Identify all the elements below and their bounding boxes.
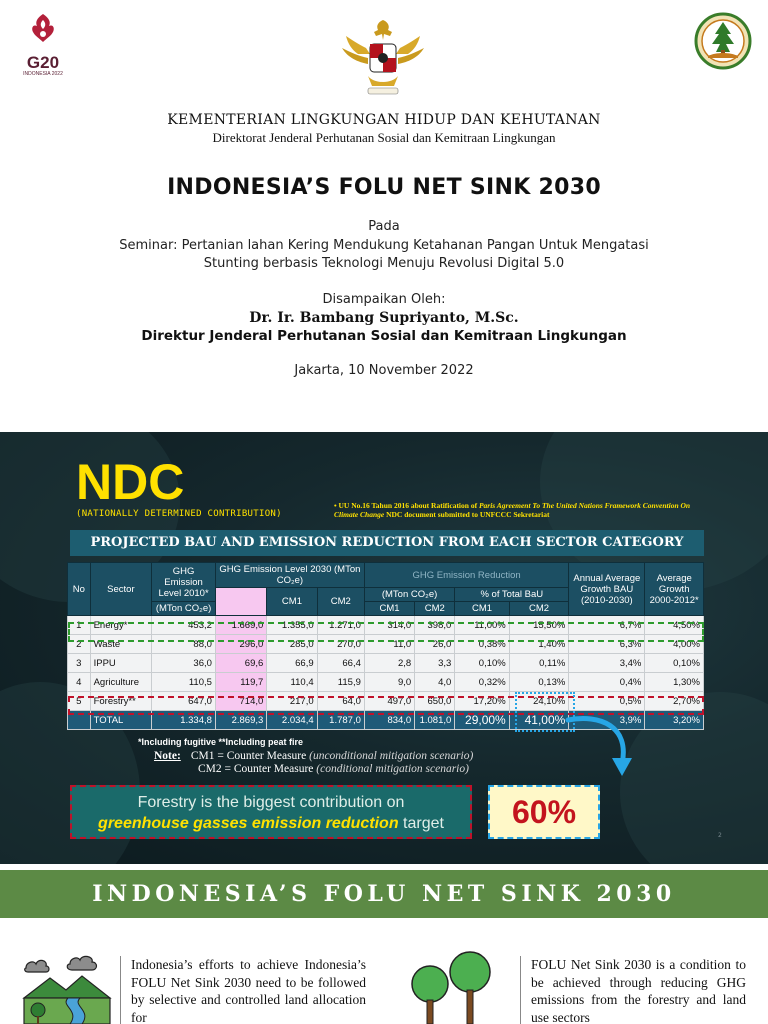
table-header-row bbox=[68, 563, 704, 588]
header-red-cm2: CM2 bbox=[415, 602, 455, 616]
seminar-line-1: Seminar: Pertanian lahan Kering Mendukung Ketahanan Pangan Untuk Mengatasi bbox=[119, 238, 649, 253]
cell-red-cm2: 398,0 bbox=[415, 616, 455, 635]
place-date: Jakarta, 10 November 2022 bbox=[294, 363, 474, 378]
cell-sector: Waste bbox=[90, 635, 152, 654]
cell-ghg2010: 647,0 bbox=[152, 692, 216, 711]
cm1-scenario: (unconditional mitigation scenario) bbox=[309, 750, 474, 762]
ndc-slide bbox=[0, 432, 768, 864]
cell-cm2: 1.271,0 bbox=[317, 616, 364, 635]
header-reduction-unit: (MTon CO₂e) bbox=[364, 588, 454, 602]
table-row bbox=[68, 673, 704, 692]
cell-no: 1 bbox=[68, 616, 91, 635]
cell-ghg2010: 36,0 bbox=[152, 654, 216, 673]
header-annual-growth: Annual Average Growth BAU (2010-2030) bbox=[569, 563, 645, 616]
cell-cm1: 2.034,4 bbox=[267, 711, 317, 730]
cell-pct-cm1: 0,10% bbox=[455, 654, 509, 673]
g20-sub: INDONESIA 2022 bbox=[23, 71, 63, 77]
note-prefix: • UU No.16 Tahun 2016 about Ratification of bbox=[334, 501, 479, 510]
cell-red-cm2: 26,0 bbox=[415, 635, 455, 654]
cell-pct-cm2: 15,50% bbox=[509, 616, 569, 635]
cell-no: 3 bbox=[68, 654, 91, 673]
curved-arrow-icon bbox=[560, 712, 640, 792]
cell-annual: 6,3% bbox=[569, 635, 645, 654]
header-ghg2030: GHG Emission Level 2030 (MTon CO₂e) bbox=[215, 563, 364, 588]
cell-annual: 3,4% bbox=[569, 654, 645, 673]
cell-red-cm1: 9,0 bbox=[364, 673, 414, 692]
note-label: Note: bbox=[154, 750, 181, 762]
cell-pct-cm2: 0,13% bbox=[509, 673, 569, 692]
cell-pct-cm2: 1,40% bbox=[509, 635, 569, 654]
header-pct-cm1: CM1 bbox=[455, 602, 509, 616]
cell-cm1: 1.355,0 bbox=[267, 616, 317, 635]
cell-bau: 1.669,0 bbox=[215, 616, 266, 635]
cell-red-cm1: 497,0 bbox=[364, 692, 414, 711]
speaker-name: Dr. Ir. Bambang Supriyanto, M.Sc. bbox=[249, 310, 519, 326]
header-bau: BaU bbox=[215, 588, 266, 616]
cell-total-label: TOTAL bbox=[90, 711, 152, 730]
cell-bau: 296,0 bbox=[215, 635, 266, 654]
header-average-growth: Average Growth 2000-2012* bbox=[645, 563, 704, 616]
cell-red-cm2: 4,0 bbox=[415, 673, 455, 692]
landscape-river-icon bbox=[20, 952, 114, 1024]
cell-pct-cm1: 11,00% bbox=[455, 616, 509, 635]
folu-right-paragraph: FOLU Net Sink 2030 is a condition to be achieved through reducing GHG emissions from the forestry and land use sectors bbox=[520, 956, 746, 1024]
cell-pct-cm1: 0,38% bbox=[455, 635, 509, 654]
cm-notes bbox=[154, 750, 473, 776]
cover-slide bbox=[0, 0, 768, 432]
cm2-scenario: (conditional mitigation scenario) bbox=[316, 763, 469, 775]
ministry-name: KEMENTERIAN LINGKUNGAN HIDUP DAN KEHUTANAN bbox=[167, 112, 601, 128]
cell-cm1: 285,0 bbox=[267, 635, 317, 654]
trees-icon bbox=[404, 950, 504, 1024]
klhk-logo-icon bbox=[694, 12, 752, 70]
note-italic: Paris Agreement To The United Nations Framework Convention On Climate Change bbox=[334, 501, 691, 519]
cell-avg: 4,00% bbox=[645, 635, 704, 654]
cell-annual: 0,5% bbox=[569, 692, 645, 711]
cell-ghg2010: 453,2 bbox=[152, 616, 216, 635]
cell-red-cm1: 834,0 bbox=[364, 711, 414, 730]
cell-avg: 0,10% bbox=[645, 654, 704, 673]
forestry-callout-line-2 bbox=[72, 813, 470, 834]
header-red-cm1: CM1 bbox=[364, 602, 414, 616]
g20-logo bbox=[18, 12, 68, 82]
header-reduction: GHG Emission Reduction bbox=[364, 563, 568, 588]
forestry-callout-line-1: Forestry is the biggest contribution on bbox=[137, 794, 405, 811]
pada-label: Pada bbox=[368, 219, 400, 234]
table-footnote: *Including fugitive **Including peat fire bbox=[138, 737, 304, 747]
cm1-definition: CM1 = Counter Measure bbox=[190, 750, 307, 762]
cell-cm2: 66,4 bbox=[317, 654, 364, 673]
cell-sector: Energy* bbox=[90, 616, 152, 635]
cell-no: 4 bbox=[68, 673, 91, 692]
speaker-role: Direktur Jenderal Perhutanan Sosial dan Kemitraan Lingkungan bbox=[141, 328, 627, 344]
header-ghg2010: GHG Emission Level 2010* bbox=[152, 563, 216, 602]
projection-banner: PROJECTED BAU AND EMISSION REDUCTION FROM EACH SECTOR CATEGORY bbox=[70, 530, 704, 556]
cell-pct-cm2: 24,10% bbox=[509, 692, 569, 711]
cell-red-cm2: 1.081,0 bbox=[415, 711, 455, 730]
folu-section-title: INDONESIA’S FOLU NET SINK 2030 bbox=[0, 870, 768, 918]
header-pct-cm2: CM2 bbox=[509, 602, 569, 616]
cell-sector: IPPU bbox=[90, 654, 152, 673]
cell-cm2: 64,0 bbox=[317, 692, 364, 711]
header-cm1: CM1 bbox=[267, 588, 317, 616]
cell-no: 2 bbox=[68, 635, 91, 654]
note-suffix: NDC document submitted to UNFCCC Sekretariat bbox=[384, 510, 550, 519]
cell-pct-cm1: 0,32% bbox=[455, 673, 509, 692]
cell-avg: 1,30% bbox=[645, 673, 704, 692]
seminar-title bbox=[0, 237, 768, 273]
highlight-percentage: 60% bbox=[488, 785, 600, 839]
directorate-name: Direktorat Jenderal Perhutanan Sosial dan Kemitraan Lingkungan bbox=[212, 130, 556, 145]
forestry-callout-emphasis: greenhouse gasses emission reduction bbox=[98, 815, 399, 832]
cell-avg: 3,20% bbox=[645, 711, 704, 730]
cell-ghg2010: 88,0 bbox=[152, 635, 216, 654]
cell-bau: 69,6 bbox=[215, 654, 266, 673]
folu-left-paragraph: Indonesia’s efforts to achieve Indonesia’s FOLU Net Sink 2030 need to be followed by selective and controlled land allocation for bbox=[120, 956, 366, 1024]
cell-cm2: 1.787,0 bbox=[317, 711, 364, 730]
ndc-legal-note bbox=[334, 501, 714, 519]
cell-red-cm2: 650,0 bbox=[415, 692, 455, 711]
header-pct-bau: % of Total BaU bbox=[455, 588, 569, 602]
cm2-note bbox=[154, 763, 473, 776]
seminar-line-2: Stunting berbasis Teknologi Menuju Revolusi Digital 5.0 bbox=[203, 256, 565, 271]
ndc-title: NDC bbox=[76, 454, 185, 510]
cell-pct-cm2: 41,00% bbox=[509, 711, 569, 730]
cell-red-cm1: 2,8 bbox=[364, 654, 414, 673]
g20-label: G20 bbox=[26, 53, 60, 72]
slide-number: 2 bbox=[718, 832, 722, 839]
cell-sector: Forestry** bbox=[90, 692, 152, 711]
ndc-subtitle: (NATIONALLY DETERMINED CONTRIBUTION) bbox=[76, 509, 282, 519]
header-ghg2010-unit: (MTon CO₂e) bbox=[152, 602, 216, 616]
cell-avg: 2,70% bbox=[645, 692, 704, 711]
cell-pct-cm1: 17,20% bbox=[455, 692, 509, 711]
cell-pct-cm2: 0,11% bbox=[509, 654, 569, 673]
cell-sector: Agriculture bbox=[90, 673, 152, 692]
table-row bbox=[68, 654, 704, 673]
cell-no: 5 bbox=[68, 692, 91, 711]
header-no: No bbox=[68, 563, 91, 616]
cell-ghg2010: 1.334,8 bbox=[152, 711, 216, 730]
forestry-callout-end: target bbox=[398, 815, 444, 832]
cm2-definition: CM2 = Counter Measure bbox=[198, 763, 314, 775]
header-cm2: CM2 bbox=[317, 588, 364, 616]
cell-pct-cm1: 29,00% bbox=[455, 711, 509, 730]
cell-ghg2010: 110,5 bbox=[152, 673, 216, 692]
cell-cm1: 217,0 bbox=[267, 692, 317, 711]
cell-red-cm1: 314,0 bbox=[364, 616, 414, 635]
presented-by-label: Disampaikan Oleh: bbox=[322, 292, 446, 307]
cell-bau: 119,7 bbox=[215, 673, 266, 692]
cell-annual: 0,4% bbox=[569, 673, 645, 692]
header-sector: Sector bbox=[90, 563, 152, 616]
g20-emblem-icon bbox=[23, 12, 63, 48]
cell-red-cm1: 11,0 bbox=[364, 635, 414, 654]
cell-bau: 714,0 bbox=[215, 692, 266, 711]
garuda-emblem-icon bbox=[338, 14, 428, 102]
cell-cm2: 115,9 bbox=[317, 673, 364, 692]
cell-avg: 4,50% bbox=[645, 616, 704, 635]
cm1-note bbox=[154, 750, 473, 763]
cell-annual: 3,9% bbox=[569, 711, 645, 730]
cell-bau: 2.869,3 bbox=[215, 711, 266, 730]
cell-cm1: 66,9 bbox=[267, 654, 317, 673]
presentation-title: INDONESIA’S FOLU NET SINK 2030 bbox=[167, 175, 601, 200]
cell-annual: 6,7% bbox=[569, 616, 645, 635]
cell-red-cm2: 3,3 bbox=[415, 654, 455, 673]
cell-cm1: 110,4 bbox=[267, 673, 317, 692]
forestry-callout bbox=[70, 785, 472, 839]
energy-highlight-frame bbox=[68, 622, 704, 642]
cell-cm2: 270,0 bbox=[317, 635, 364, 654]
